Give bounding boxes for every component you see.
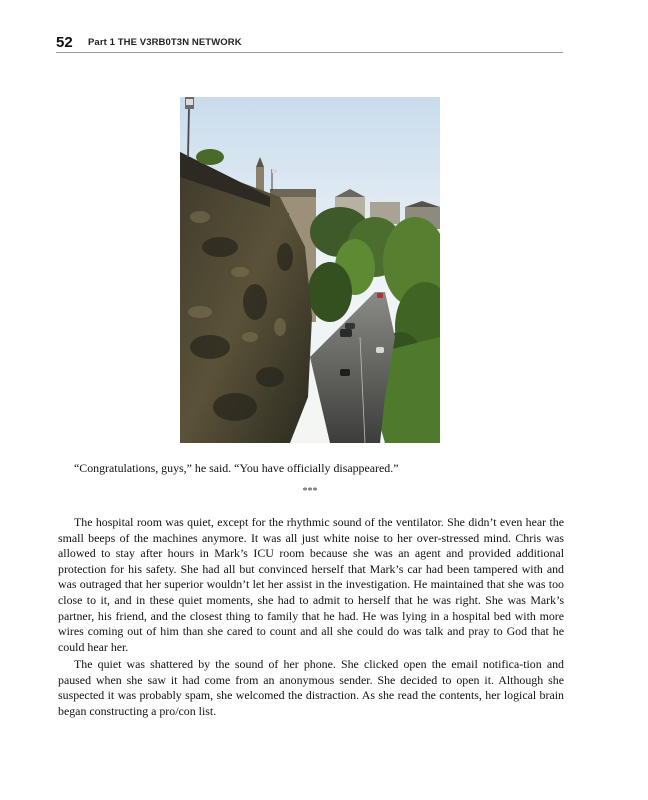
cliff-vegetation <box>196 149 224 165</box>
dialog-line: “Congratulations, guys,” he said. “You have officially disappeared.” <box>74 461 399 475</box>
running-head: Part 1 THE V3RB0T3N NETWORK <box>88 37 242 48</box>
paragraph: The hospital room was quiet, except for the rhythmic sound of the ventilator. She didn’t even hear the small beeps of the machines anymore. It was all just white noise to her over-stressed mind. Chris was allowed to stay after hours in Mark’s ICU room because she was an agent and provided additional protection for his safety. She had all but convinced herself that Mark’s car had been tampered with and was outraged that her superior wouldn’t let her assist in the investigation. He maintained that she was too close to it, and in these quiet moments, she had to admit to herself that he was right. She was Mark’s partner, his friend, and the closest thing to family that he had. He was lying in a hospital bed with more wires coming out of him than she cared to count and all she could do was talk and pray to God that he could hear her. <box>58 515 564 654</box>
photo-cliff-castle-road <box>180 97 440 443</box>
section-separator: *** <box>302 486 318 497</box>
page-header <box>56 34 563 53</box>
paragraph: The quiet was shattered by the sound of her phone. She clicked open the email notifica-tion and paused when she saw it had come from an anonymous sender. She decided to open it. Although she suspected it was probably spam, she welcomed the distraction. As she read the contents, her logical brain began constructing a pro/con list. <box>58 657 564 718</box>
page-number: 52 <box>56 34 73 51</box>
